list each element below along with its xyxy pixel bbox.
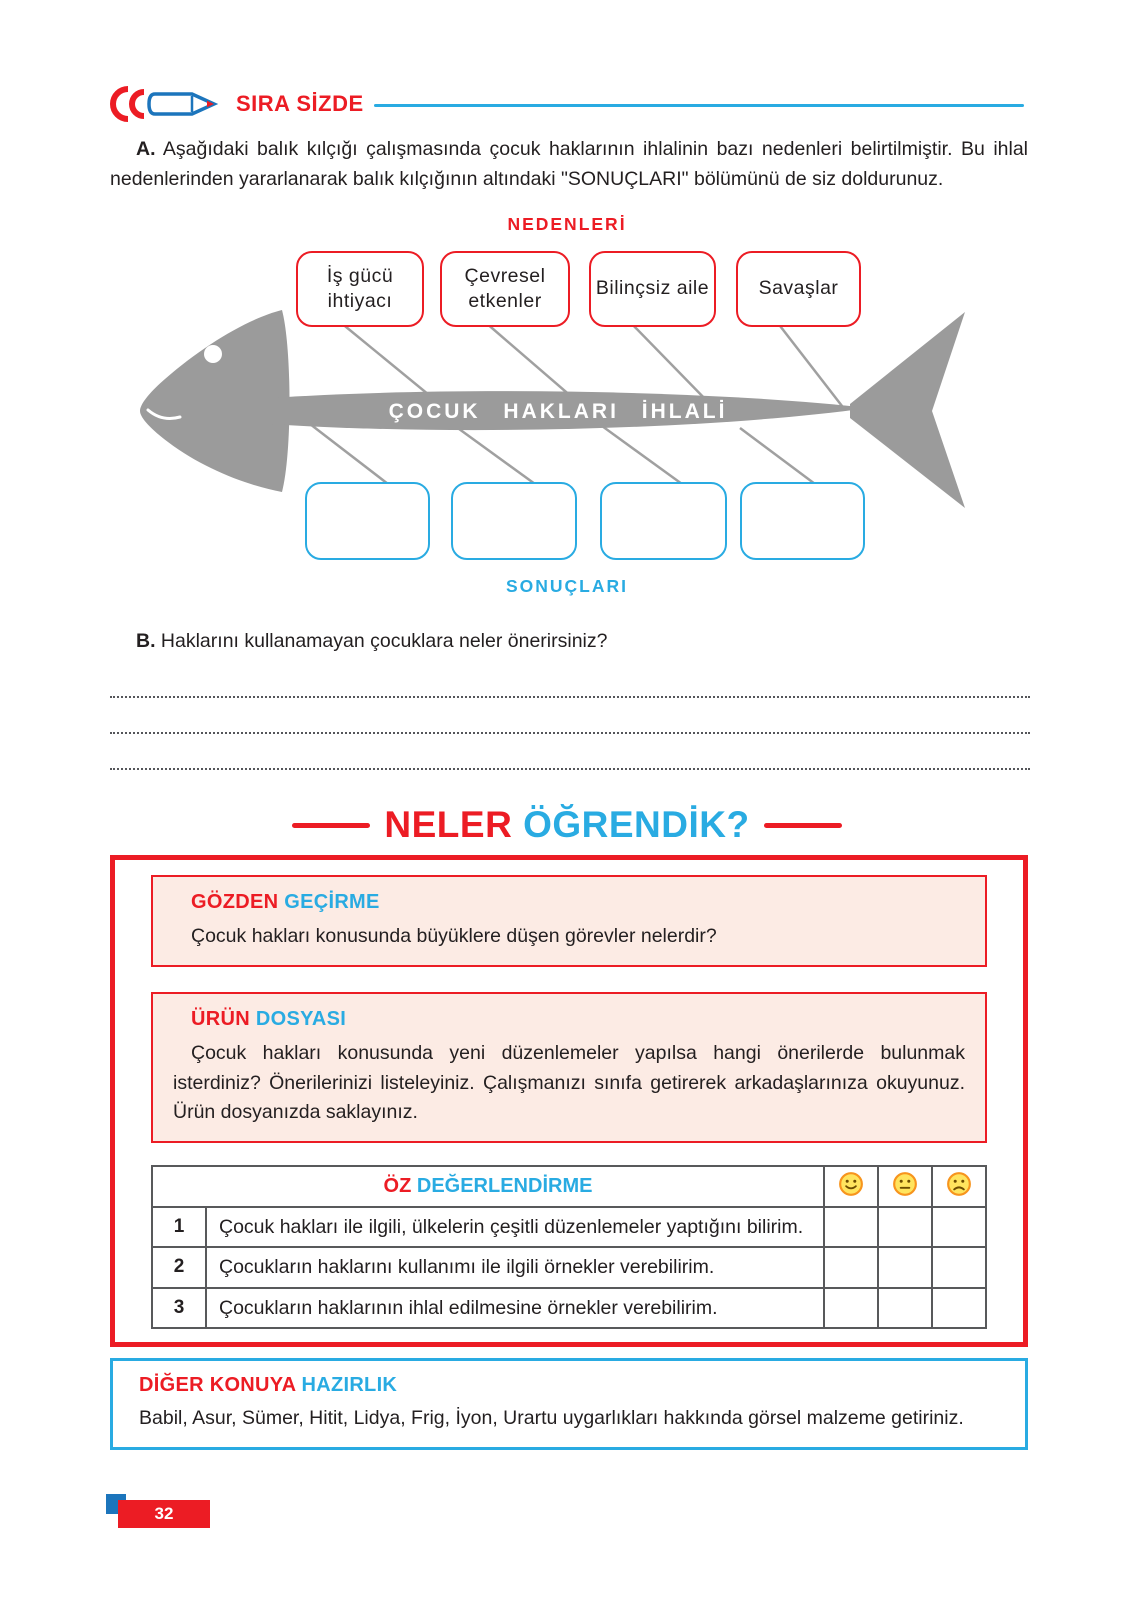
instruction-b (110, 630, 1054, 653)
neler-ogrendik-title (0, 804, 1134, 846)
gozden-title-2: GEÇİRME (284, 891, 380, 913)
page-number-text: 32 (154, 1504, 174, 1523)
oz-table-title: ÖZ DEĞERLENDİRME (152, 1166, 824, 1207)
table-row (152, 1288, 986, 1328)
causes-label: NEDENLERİ (507, 214, 627, 234)
row-number: 1 (152, 1207, 206, 1247)
urun-title-1: ÜRÜN (191, 1008, 250, 1031)
rating-cell[interactable] (932, 1207, 986, 1247)
section-header (108, 86, 1024, 122)
instruction-b-text: Haklarını kullanamayan çocuklara neler önerirsiniz? (160, 630, 608, 652)
fish-eye (204, 345, 222, 363)
title-dash-right (764, 823, 842, 828)
sad-face-icon (932, 1166, 986, 1207)
diger-konuya-hazirlik-box (110, 1358, 1028, 1450)
fishbone-diagram (110, 214, 1024, 614)
spine-text: ÇOCUK HAKLARI İHLALİ (388, 400, 728, 423)
diger-title-1: DİĞER KONUYA (139, 1374, 296, 1396)
gozden-text: Çocuk hakları konusunda büyüklere düşen görevler nelerdir? (191, 925, 717, 947)
cause-box-4: Savaşlar (736, 251, 861, 327)
cause-box-1: İş gücü ihtiyacı (296, 251, 424, 327)
rating-cell[interactable] (878, 1207, 932, 1247)
diger-title-2: HAZIRLIK (301, 1374, 398, 1396)
neler-ogrendik-box (110, 855, 1028, 1347)
rating-cell[interactable] (878, 1247, 932, 1287)
gozden-gecirme-box (151, 875, 987, 967)
pencil-icon (108, 86, 226, 122)
result-box-3[interactable] (600, 482, 727, 560)
gozden-title-1: GÖZDEN (191, 891, 279, 913)
instruction-b-label: B. (136, 630, 156, 652)
row-text: Çocukların haklarının ihlal edilmesine örnekler verebilirim. (206, 1288, 824, 1328)
result-box-1[interactable] (305, 482, 430, 560)
instruction-a-label: A. (136, 138, 156, 160)
fish-head (140, 310, 290, 492)
result-box-4[interactable] (740, 482, 865, 560)
rating-cell[interactable] (824, 1247, 878, 1287)
table-row (152, 1207, 986, 1247)
title-word-1: NELER (384, 804, 513, 845)
urun-dosyasi-box (151, 992, 987, 1143)
cause-box-3: Bilinçsiz aile (589, 251, 716, 327)
oz-degerlendirme-table (151, 1165, 987, 1329)
rating-cell[interactable] (824, 1288, 878, 1328)
row-number: 3 (152, 1288, 206, 1328)
fish-tail (850, 312, 965, 508)
answer-line-1[interactable] (110, 662, 1030, 698)
title-word-2: ÖĞRENDİK? (523, 804, 750, 845)
instruction-a-text: Aşağıdaki balık kılçığı çalışmasında çocuk haklarının ihlalinin bazı nedenleri belirtilmiştir. Bu ihlal nedenlerinden yararlanarak balık kılçığının altındaki "SONUÇLARI" bölümünü de siz doldurunuz. (110, 138, 1029, 191)
cause-box-2: Çevresel etkenler (440, 251, 570, 327)
diger-text: Babil, Asur, Sümer, Hitit, Lidya, Frig, İyon, Urartu uygarlıkları hakkında görsel malzeme getiriniz. (139, 1407, 964, 1429)
rating-cell[interactable] (824, 1207, 878, 1247)
rating-cell[interactable] (932, 1247, 986, 1287)
header-rule (374, 104, 1024, 107)
result-box-2[interactable] (451, 482, 577, 560)
happy-face-icon (824, 1166, 878, 1207)
rating-cell[interactable] (878, 1288, 932, 1328)
row-text: Çocukların haklarını kullanımı ile ilgili örnekler verebilirim. (206, 1247, 824, 1287)
urun-text: Çocuk hakları konusunda yeni düzenlemeler yapılsa hangi önerilerde bulunmak isterdiniz? Önerilerinizi listeleyiniz. Çalışmanızı sınıfa getirerek arkadaşlarınıza okuyunuz. Ürün dosyanızda saklayınız. (173, 1042, 965, 1123)
title-dash-left (292, 823, 370, 828)
instruction-a (110, 134, 1028, 194)
rating-cell[interactable] (932, 1288, 986, 1328)
neutral-face-icon (878, 1166, 932, 1207)
urun-title-2: DOSYASI (255, 1008, 347, 1031)
answer-lines (110, 662, 1030, 770)
table-row (152, 1247, 986, 1287)
answer-line-2[interactable] (110, 698, 1030, 734)
page-number (118, 1500, 210, 1528)
results-label: SONUÇLARI (505, 576, 629, 596)
section-title: SIRA SİZDE (236, 91, 364, 116)
row-text: Çocuk hakları ile ilgili, ülkelerin çeşitli düzenlemeler yaptığını bilirim. (206, 1207, 824, 1247)
answer-line-3[interactable] (110, 734, 1030, 770)
row-number: 2 (152, 1247, 206, 1287)
